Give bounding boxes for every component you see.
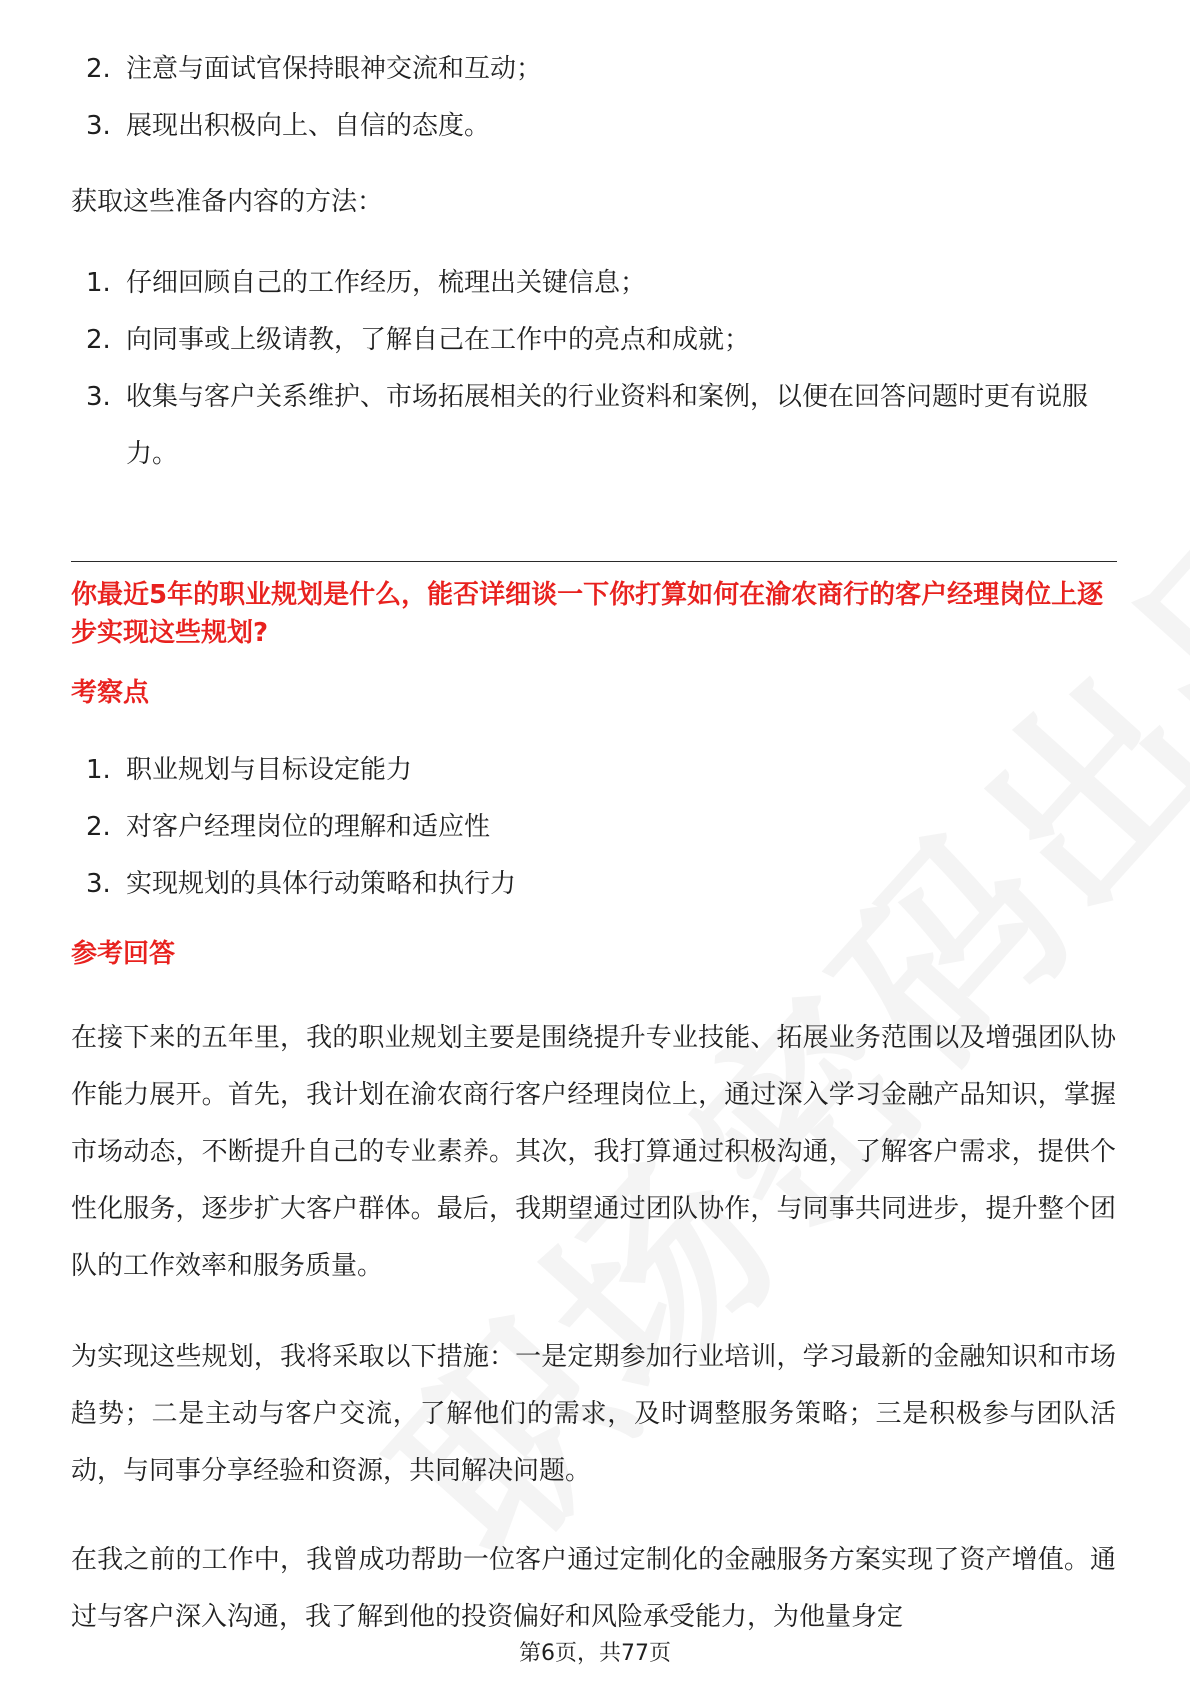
list-item: 2. 注意与面试官保持眼神交流和互动； — [86, 54, 543, 84]
question-heading: 你最近5年的职业规划是什么，能否详细谈一下你打算如何在渝农商行的客户经理岗位上逐步实现这些规划? — [71, 580, 1104, 648]
answer-paragraph: 为实现这些规划，我将采取以下措施：一是定期参加行业培训，学习最新的金融知识和市场趋势；二是主动与客户交流，了解他们的需求，及时调整服务策略；三是积极参与团队活动，与同事分享经验和资源，共同解决问题。 — [71, 1342, 1116, 1486]
answer-paragraph: 在我之前的工作中，我曾成功帮助一位客户通过定制化的金融服务方案实现了资产增值。通过与客户深入沟通，我了解到他的投资偏好和风险承受能力，为他量身定 — [71, 1545, 1116, 1632]
answer-title: 参考回答 — [71, 939, 176, 969]
list-item: 1. 仔细回顾自己的工作经历，梳理出关键信息； — [86, 268, 647, 298]
answer-paragraph: 在接下来的五年里，我的职业规划主要是围绕提升专业技能、拓展业务范围以及增强团队协作能力展开。首先，我计划在渝农商行客户经理岗位上，通过深入学习金融产品知识，掌握市场动态，不断提升自己的专业素养。其次，我打算通过积极沟通，了解客户需求，提供个性化服务，逐步扩大客户群体。最后，我期望通过团队协作，与同事共同进步，提升整个团队的工作效率和服务质量。 — [71, 1023, 1116, 1281]
divider — [71, 561, 1117, 562]
list-item: 3. 实现规划的具体行动策略和执行力 — [86, 869, 517, 899]
key-points-list — [80, 742, 1120, 913]
list-item: 1. 职业规划与目标设定能力 — [86, 755, 413, 785]
list-item: 2. 对客户经理岗位的理解和适应性 — [86, 812, 491, 842]
list-item: 3. 收集与客户关系维护、市场拓展相关的行业资料和案例，以便在回答问题时更有说服力。 — [86, 382, 1089, 469]
method-list — [80, 255, 1120, 483]
page-footer: 第6页，共77页 — [519, 1641, 671, 1666]
key-points-title: 考察点 — [71, 678, 150, 708]
previous-list — [80, 41, 1120, 155]
list-item: 3. 展现出积极向上、自信的态度。 — [86, 111, 491, 141]
list-item: 2. 向同事或上级请教，了解自己在工作中的亮点和成就； — [86, 325, 751, 355]
method-intro: 获取这些准备内容的方法： — [71, 187, 384, 217]
